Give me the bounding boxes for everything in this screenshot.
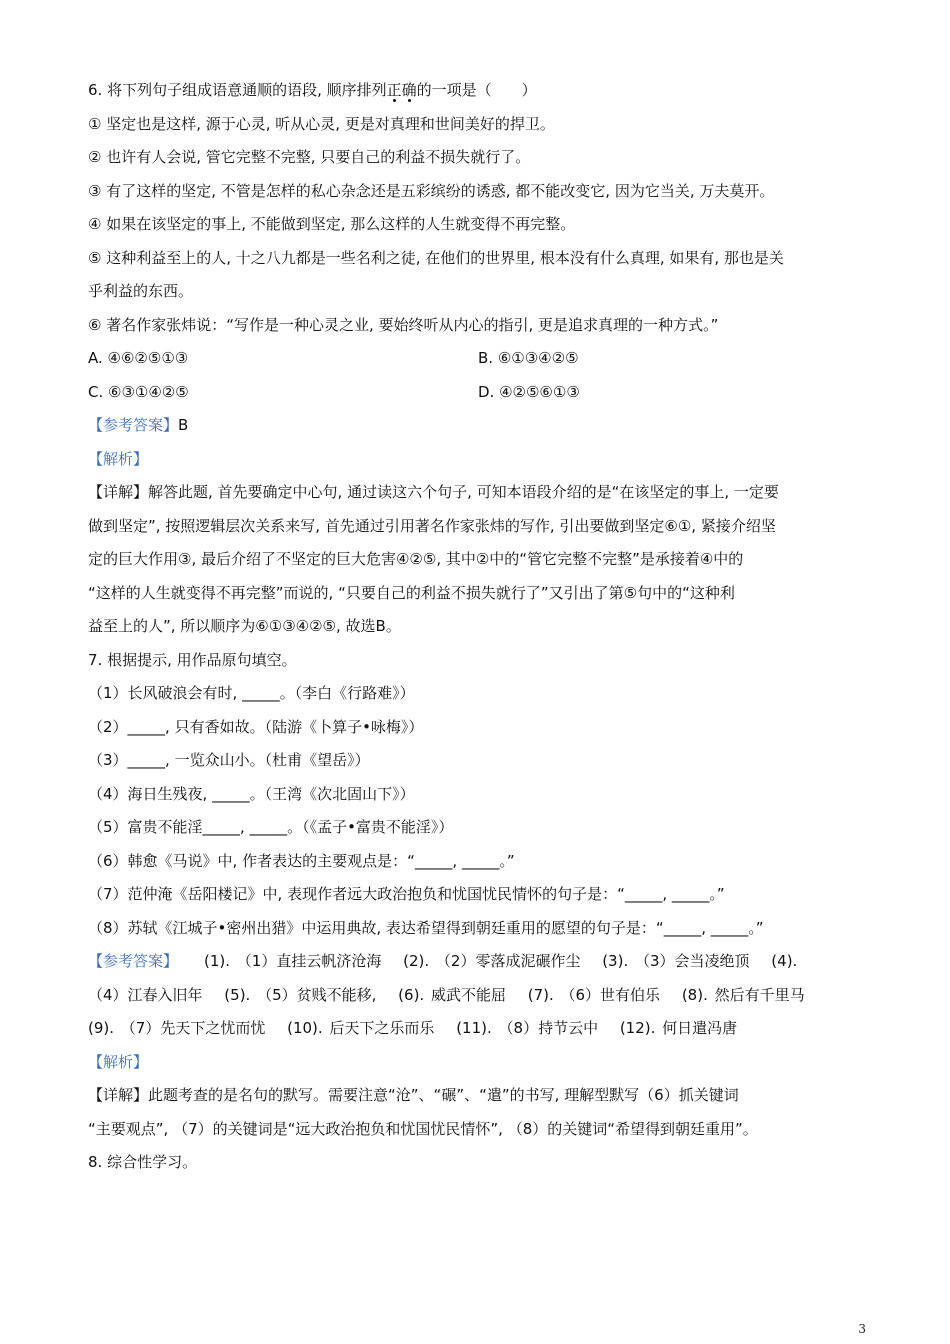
q7-detail-line-2: “主要观点”, （7）的关键词是“远大政治抱负和忧国忧民情怀”, （8）的关键词“希望得到朝廷重用”。 (88, 1119, 758, 1138)
analysis-tag: 【解析】 (88, 1052, 149, 1071)
q7-answer-line-2: （4）江春入旧年 (5). （5）贫贱不能移, (6). 威武不能屈 (7). （6）世有伯乐 (8). 然后有千里马 (88, 985, 805, 1004)
q6-sentence-3: ③ 有了这样的坚定, 不管是怎样的私心杂念还是五彩缤纷的诱惑, 都不能改变它, 因为它当关, 万夫莫开。 (88, 181, 775, 200)
q6-stem: 6. 将下列句子组成语意通顺的语段, 顺序排列正确的一项是（ ） (88, 81, 537, 99)
q6-options-row-1 (88, 344, 868, 378)
q6-detail-line-3: 定的巨大作用③, 最后介绍了不坚定的巨大危害④②⑤, 其中②中的“管它完整不完整”是承接着④中的 (88, 550, 744, 568)
page-number: 3 (858, 1322, 866, 1336)
q6-option-d: D. ④②⑤⑥①③ (478, 382, 580, 401)
emphasis-dot-char: 确 (401, 81, 417, 99)
q6-sentence-2: ② 也许有人会说, 管它完整不完整, 只要自己的利益不损失就行了。 (88, 148, 531, 166)
answer-tag: 【参考答案】 (88, 952, 179, 970)
q6-option-b: B. ⑥①③④②⑤ (478, 349, 579, 367)
q6-sentence-4: ④ 如果在该坚定的事上, 不能做到坚定, 那么这样的人生就变得不再完整。 (88, 215, 576, 233)
detail-tag: 【详解】 (88, 1086, 149, 1104)
document-page (88, 76, 868, 1182)
q7-analysis (88, 1048, 868, 1082)
q7-item-3: （3）_____, 一览众山小。（杜甫《望岳》） (88, 751, 370, 769)
q6-answer (88, 411, 868, 445)
q6-sentence-6: ⑥ 著名作家张炜说：“写作是一种心灵之业, 要始终听从内心的指引, 更是追求真理的一种方式。” (88, 315, 719, 334)
q6-options-row-2 (88, 378, 868, 412)
q8-stem: 8. 综合性学习。 (88, 1153, 198, 1171)
q6-option-c: C. ⑥③①④②⑤ (88, 382, 189, 401)
q6-analysis (88, 445, 868, 479)
q7-item-8: （8）苏轼《江城子•密州出猎》中运用典故, 表达希望得到朝廷重用的愿望的句子是：“_____, _____。” (88, 918, 764, 937)
emphasis-dot-char: 正 (386, 81, 402, 99)
detail-tag: 【详解】 (88, 483, 149, 501)
q7-item-6: （6）韩愈《马说》中, 作者表达的主要观点是：“_____, _____。” (88, 851, 515, 870)
analysis-tag: 【解析】 (88, 449, 149, 468)
q7-detail-line-1: 【详解】此题考查的是名句的默写。需要注意“沧”、“碾”、“遣”的书写, 理解型默写（6）抓关键词 (88, 1086, 739, 1104)
q7-item-7: （7）范仲淹《岳阳楼记》中, 表现作者远大政治抱负和忧国忧民情怀的句子是：“_____, _____。” (88, 885, 725, 903)
q6-option-a: A. ④⑥②⑤①③ (88, 349, 189, 367)
q7-answer-line-3: (9). （7）先天下之忧而忧 (10). 后天下之乐而乐 (11). （8）持节云中 (12). 何日遣冯唐 (88, 1019, 738, 1037)
answer-tag: 【参考答案】 (88, 416, 179, 434)
answer-value: B (178, 416, 189, 434)
q7-item-2: （2）_____, 只有香如故。（陆游《卜算子•咏梅》） (88, 717, 424, 736)
q7-item-4: （4）海日生残夜, _____。（王湾《次北固山下》） (88, 784, 415, 803)
q6-detail-line-5: 益至上的人”, 所以顺序为⑥①③④②⑤, 故选B。 (88, 617, 401, 635)
q6-detail-line-1: 【详解】解答此题, 首先要确定中心句, 通过读这六个句子, 可知本语段介绍的是“在该坚定的事上, 一定要 (88, 483, 779, 501)
q6-detail-line-4: “这样的人生就变得不再完整”而说的, “只要自己的利益不损失就行了”又引出了第⑤句中的“这种利 (88, 583, 735, 602)
q6-sentence-5-cont: 乎利益的东西。 (88, 282, 194, 300)
q7-item-1: （1）长风破浪会有时, _____。（李白《行路难》） (88, 684, 415, 702)
q6-sentence-5: ⑤ 这种利益至上的人, 十之八九都是一些名利之徒, 在他们的世界里, 根本没有什么真理, 如果有, 那也是关 (88, 248, 784, 267)
q7-item-5: （5）富贵不能淫_____, _____。（《孟子•富贵不能淫》） (88, 818, 454, 836)
q6-sentence-1: ① 坚定也是这样, 源于心灵, 听从心灵, 更是对真理和世间美好的捍卫。 (88, 114, 555, 133)
q6-detail-line-2: 做到坚定”, 按照逻辑层次关系来写, 首先通过引用著名作家张炜的写作, 引出要做到坚定⑥①, 紧接介绍坚 (88, 516, 776, 535)
q7-stem: 7. 根据提示, 用作品原句填空。 (88, 650, 297, 669)
q7-answer-line-1: 【参考答案】 (1). （1）直挂云帆济沧海 (2). （2）零落成泥碾作尘 (3). （3）会当凌绝顶 (4). (88, 952, 798, 970)
